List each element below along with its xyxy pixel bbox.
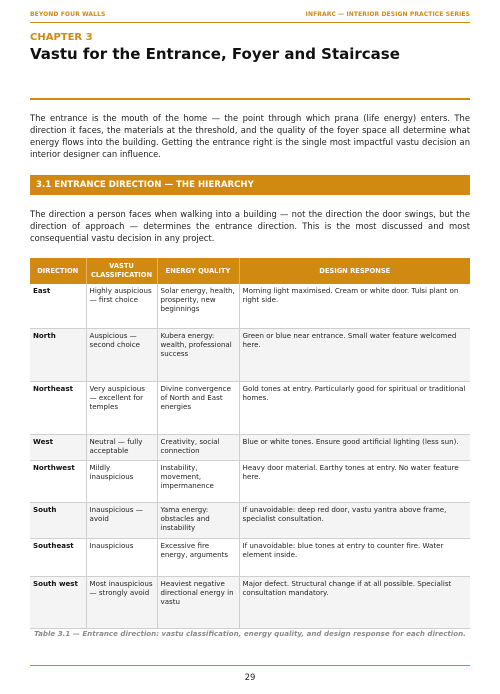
- classification-cell: Neutral — fully acceptable: [86, 434, 157, 460]
- classification-cell: Inauspicious — avoid: [86, 502, 157, 538]
- direction-cell: East: [30, 284, 86, 328]
- column-header-classification: VASTU CLASSIFICATION: [86, 258, 157, 284]
- table-row: [30, 381, 470, 434]
- energy-cell: Divine convergence of North and East energies: [157, 381, 239, 434]
- header-rule: [30, 22, 470, 23]
- running-header-right: INFRARC — INTERIOR DESIGN PRACTICE SERIES: [305, 11, 470, 18]
- classification-cell: Very auspicious — excellent for temples: [86, 381, 157, 434]
- classification-cell: Auspicious — second choice: [86, 328, 157, 381]
- energy-cell: Kubera energy: wealth, professional success: [157, 328, 239, 381]
- section-heading: 3.1 ENTRANCE DIRECTION — THE HIERARCHY: [30, 175, 470, 195]
- table-row: [30, 576, 470, 628]
- energy-cell: Heaviest negative directional energy in vastu: [157, 576, 239, 628]
- direction-cell: Northwest: [30, 460, 86, 502]
- classification-cell: Most inauspicious — strongly avoid: [86, 576, 157, 628]
- table-row: [30, 434, 470, 460]
- design-cell: Morning light maximised. Cream or white door. Tulsi plant on right side.: [239, 284, 470, 328]
- column-header-design: DESIGN RESPONSE: [239, 258, 470, 284]
- chapter-label: CHAPTER 3: [30, 32, 93, 43]
- classification-cell: Inauspicious: [86, 538, 157, 576]
- table-row: [30, 284, 470, 328]
- table-row: [30, 502, 470, 538]
- direction-cell: Southeast: [30, 538, 86, 576]
- energy-cell: Yama energy: obstacles and instability: [157, 502, 239, 538]
- section-paragraph: The direction a person faces when walking into a building — not the direction the door swings, but the direction of approach — determines the entrance direction. This is the most discussed and most consequential vastu decision in any project.: [30, 209, 470, 243]
- page-number: 29: [244, 673, 256, 683]
- direction-cell: West: [30, 434, 86, 460]
- direction-cell: North: [30, 328, 86, 381]
- table-row: [30, 538, 470, 576]
- footer-rule: [30, 665, 470, 666]
- table-header-row: [30, 258, 470, 284]
- design-cell: Heavy door material. Earthy tones at entry. No water feature here.: [239, 460, 470, 502]
- design-cell: Green or blue near entrance. Small water feature welcomed here.: [239, 328, 470, 381]
- design-cell: Blue or white tones. Ensure good artificial lighting (less sun).: [239, 434, 470, 460]
- title-underline: [30, 98, 470, 100]
- design-cell: Gold tones at entry. Particularly good for spiritual or traditional homes.: [239, 381, 470, 434]
- energy-cell: Instability, movement, impermanence: [157, 460, 239, 502]
- energy-cell: Solar energy, health, prosperity, new beginnings: [157, 284, 239, 328]
- table-row: [30, 328, 470, 381]
- entrance-direction-table: [30, 258, 470, 629]
- chapter-title: Vastu for the Entrance, Foyer and Staircase: [30, 45, 400, 63]
- table-caption: Table 3.1 — Entrance direction: vastu classification, energy quality, and design response for each direction.: [34, 629, 466, 638]
- intro-paragraph: The entrance is the mouth of the home — the point through which prana (life energy) enters. The direction it faces, the materials at the threshold, and the quality of the foyer space all determine what energy flows into the building. Getting the entrance right is the single most impactful vastu decision an interior designer can influence.: [30, 113, 470, 159]
- design-cell: If unavoidable: deep red door, vastu yantra above frame, specialist consultation.: [239, 502, 470, 538]
- running-header: [30, 11, 470, 21]
- column-header-energy: ENERGY QUALITY: [157, 258, 239, 284]
- direction-cell: South west: [30, 576, 86, 628]
- design-cell: Major defect. Structural change if at all possible. Specialist consultation mandatory.: [239, 576, 470, 628]
- column-header-direction: DIRECTION: [30, 258, 86, 284]
- direction-cell: South: [30, 502, 86, 538]
- running-header-left: BEYOND FOUR WALLS: [30, 11, 106, 18]
- design-cell: If unavoidable: blue tones at entry to counter fire. Water element inside.: [239, 538, 470, 576]
- energy-cell: Creativity, social connection: [157, 434, 239, 460]
- energy-cell: Excessive fire energy, arguments: [157, 538, 239, 576]
- classification-cell: Mildly inauspicious: [86, 460, 157, 502]
- classification-cell: Highly auspicious — first choice: [86, 284, 157, 328]
- direction-cell: Northeast: [30, 381, 86, 434]
- table-row: [30, 460, 470, 502]
